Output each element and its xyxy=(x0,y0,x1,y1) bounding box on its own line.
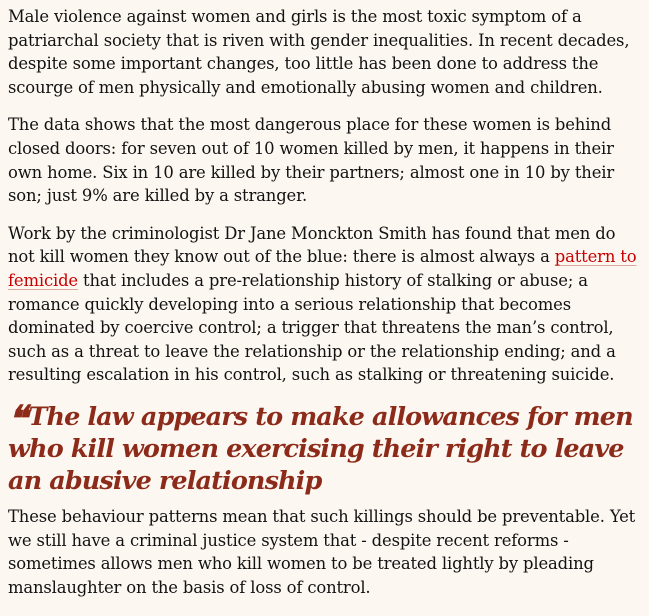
quote-mark-icon: ❝ xyxy=(8,397,25,440)
pull-quote-text: The law appears to make allowances for men who kill women exercising their right to leave an abusive relationship xyxy=(8,401,633,496)
paragraph-1: Male violence against women and girls is the most toxic symptom of a patriarchal society that is riven with gender inequalities. In recent decades, despite some important changes, too little has been done to address the scourge of men physically and emotionally abusing women and children. xyxy=(8,7,630,97)
paragraph-2: The data shows that the most dangerous place for these women is behind closed doors: for seven out of 10 women killed by men, it happens in their own home. Six in 10 are killed by their partners; almost one in 10 by their son; just 9% are killed by a stranger. xyxy=(8,115,615,206)
paragraph-3-text-before: Work by the criminologist Dr Jane Monckton Smith has found that men do not kill women they know out of the blue: there is almost always a xyxy=(8,223,616,267)
paragraph-4: These behaviour patterns mean that such killings should be preventable. Yet we still have a criminal justice system that - despite recent reforms - sometimes allows men who kill women to be treated lightly by pleading manslaughter on the basis of loss of control. xyxy=(8,506,636,597)
paragraph-3-text-after: that includes a pre-relationship history of stalking or abuse; a romance quickly developing into a serious relationship that becomes dominated by coercive control; a trigger that threatens the man’s control, such as a threat to leave the relationship or the relationship ending; and a resulting escalation in his control, such as stalking or threatening suicide. xyxy=(8,270,616,385)
pull-quote xyxy=(8,397,641,497)
paragraph-3 xyxy=(8,222,641,387)
pattern-to-femicide-link[interactable]: pattern to femicide xyxy=(8,247,637,290)
